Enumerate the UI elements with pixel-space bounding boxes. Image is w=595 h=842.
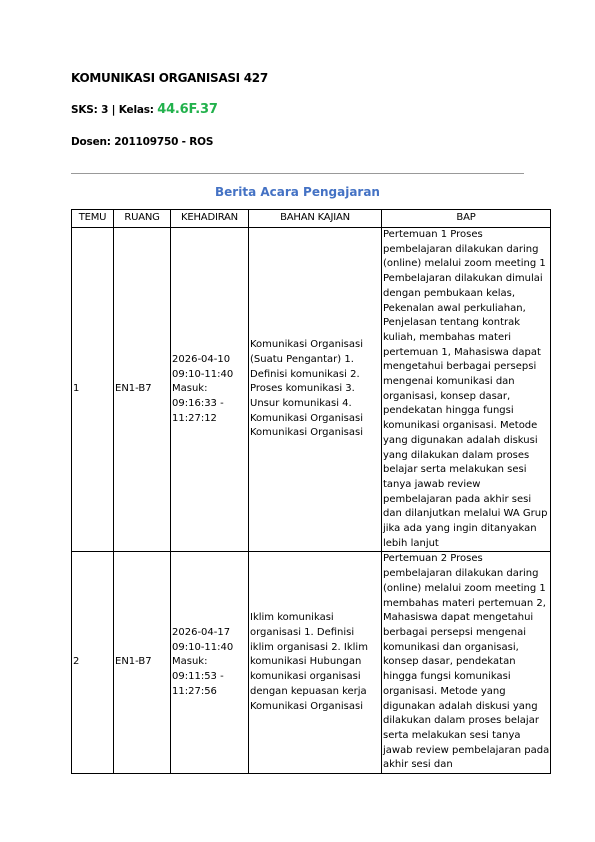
temu-cell: 1	[72, 228, 114, 552]
kehadiran-cell: 2026-04-10 09:10-11:40 Masuk: 09:16:33 - 11:27:12	[171, 228, 249, 552]
kelas-value: 44.6F.37	[157, 102, 218, 117]
col-header-temu: TEMU	[72, 210, 114, 228]
kehadiran-cell: 2026-04-17 09:10-11:40 Masuk: 09:11:53 - 11:27:56	[171, 552, 249, 774]
col-header-kehadiran: KEHADIRAN	[171, 210, 249, 228]
dosen-line: Dosen: 201109750 - ROS	[71, 136, 214, 148]
ruang-cell: EN1-B7	[114, 552, 171, 774]
bahan-kajian-cell: Komunikasi Organisasi (Suatu Pengantar) 1. Definisi komunikasi 2. Proses komunikasi 3. Unsur komunikasi 4. Komunikasi Organisasi Komunikasi Organisasi	[249, 228, 382, 552]
bap-table	[71, 209, 551, 774]
temu-cell: 2	[72, 552, 114, 774]
ruang-cell: EN1-B7	[114, 228, 171, 552]
table-row	[72, 228, 551, 552]
bap-cell: Pertemuan 2 Proses pembelajaran dilakukan daring (online) melalui zoom meeting 1 membahas materi pertemuan 2, Mahasiswa dapat mengetahui berbagai persepsi mengenai komunikasi dan organisasi, konsep dasar, pendekatan hingga fungsi komunikasi organisasi. Metode yang digunakan adalah diskusi yang dilakukan dalam proses belajar serta melakukan sesi tanya jawab review pembelajaran pada akhir sesi dan	[382, 552, 551, 774]
sks-kelas-line	[71, 102, 218, 117]
divider	[71, 173, 524, 174]
section-title: Berita Acara Pengajaran	[215, 185, 380, 199]
col-header-bahan-kajian: BAHAN KAJIAN	[249, 210, 382, 228]
col-header-bap: BAP	[382, 210, 551, 228]
table-header-row	[72, 210, 551, 228]
table-row	[72, 552, 551, 774]
course-title: KOMUNIKASI ORGANISASI 427	[71, 71, 268, 85]
bahan-kajian-cell: Iklim komunikasi organisasi 1. Definisi iklim organisasi 2. Iklim komunikasi Hubungan komunikasi organisasi dengan kepuasan kerja Komunikasi Organisasi	[249, 552, 382, 774]
col-header-ruang: RUANG	[114, 210, 171, 228]
sks-label: SKS: 3 | Kelas:	[71, 104, 158, 116]
bap-cell: Pertemuan 1 Proses pembelajaran dilakukan daring (online) melalui zoom meeting 1 Pembelajaran dilakukan dimulai dengan pembukaan kelas, Pekenalan awal perkuliahan, Penjelasan tentang kontrak kuliah, membahas materi pertemuan 1, Mahasiswa dapat mengetahui berbagai persepsi mengenai komunikasi dan organisasi, konsep dasar, pendekatan hingga fungsi komunikasi organisasi. Metode yang digunakan adalah diskusi yang dilakukan dalam proses belajar serta melakukan sesi tanya jawab review pembelajaran pada akhir sesi dan dilanjutkan melalui WA Grup jika ada yang ingin ditanyakan lebih lanjut	[382, 228, 551, 552]
